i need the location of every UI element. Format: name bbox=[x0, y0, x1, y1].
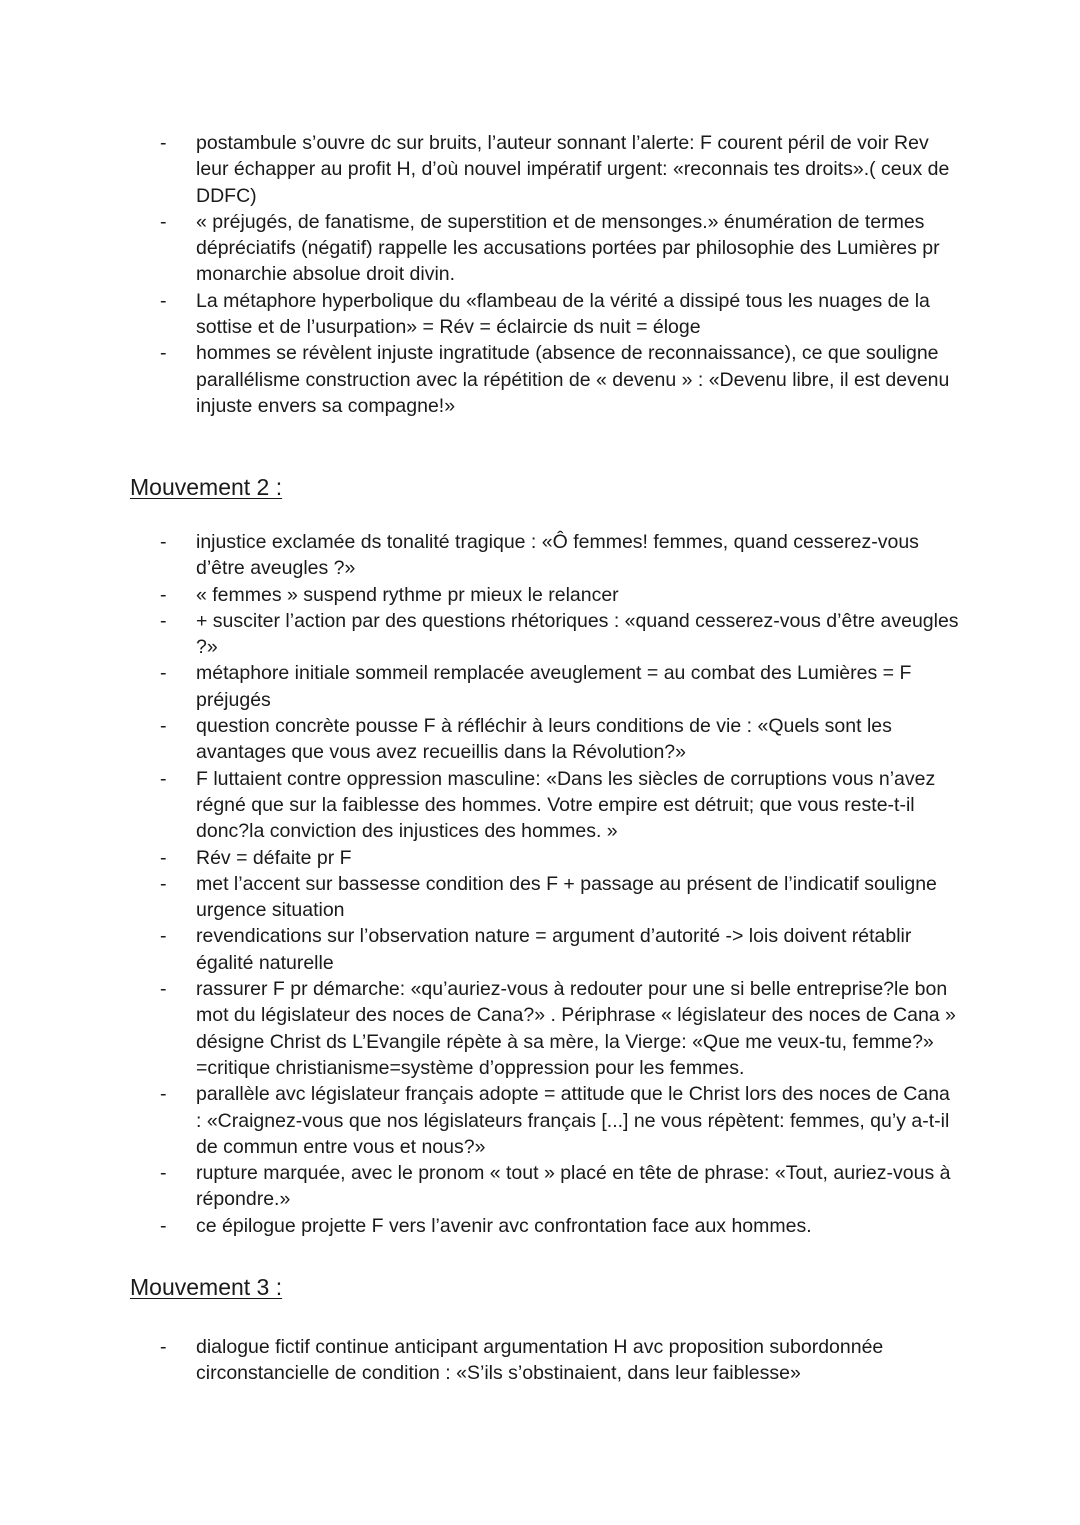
section1-list bbox=[160, 130, 960, 419]
list-item: - La métaphore hyperbolique du «flambeau de la vérité a dissipé tous les nuages de la sottise et de l’usurpation» = Rév = éclaircie ds nuit = éloge bbox=[160, 288, 960, 341]
list-item: - postambule s’ouvre dc sur bruits, l’auteur sonnant l’alerte: F courent péril de voir Rev leur échapper au profit H, d’où nouvel impératif urgent: «reconnais tes droits».( ceux de DDFC) bbox=[160, 130, 960, 209]
section-heading-mouvement-2: Mouvement 2 : bbox=[130, 474, 283, 500]
list-item: - met l’accent sur bassesse condition des F + passage au présent de l’indicatif souligne urgence situation bbox=[160, 871, 960, 924]
section2-list bbox=[160, 529, 960, 1239]
list-item: - Rév = défaite pr F bbox=[160, 845, 960, 871]
list-item: - rupture marquée, avec le pronom « tout » placé en tête de phrase: «Tout, auriez-vous à répondre.» bbox=[160, 1160, 960, 1213]
list-item: - F luttaient contre oppression masculine: «Dans les siècles de corruptions vous n’avez régné que sur la faiblesse des hommes. Votre empire est détruit; que vous reste-t-il donc?la conviction des injustices des hommes. » bbox=[160, 766, 960, 845]
list-item: - revendications sur l’observation nature = argument d’autorité -> lois doivent rétablir égalité naturelle bbox=[160, 923, 960, 976]
list-item: - hommes se révèlent injuste ingratitude (absence de reconnaissance), ce que souligne parallélisme construction avec la répétition de « devenu » : «Devenu libre, il est devenu injuste envers sa compagne!» bbox=[160, 340, 960, 419]
list-item: - question concrète pousse F à réfléchir à leurs conditions de vie : «Quels sont les avantages que vous avez recueillis dans la Révolution?» bbox=[160, 713, 960, 766]
list-item: - métaphore initiale sommeil remplacée aveuglement = au combat des Lumières = F préjugés bbox=[160, 660, 960, 713]
section3-list bbox=[160, 1334, 960, 1387]
list-item: - « femmes » suspend rythme pr mieux le relancer bbox=[160, 582, 960, 608]
section-heading-mouvement-3: Mouvement 3 : bbox=[130, 1274, 283, 1300]
list-item: - injustice exclamée ds tonalité tragique : «Ô femmes! femmes, quand cesserez-vous d’être aveugles ?» bbox=[160, 529, 960, 582]
list-item: - dialogue fictif continue anticipant argumentation H avc proposition subordonnée circonstancielle de condition : «S’ils s’obstinaient, dans leur faiblesse» bbox=[160, 1334, 960, 1387]
list-item: - + susciter l’action par des questions rhétoriques : «quand cesserez-vous d’être aveugles ?» bbox=[160, 608, 960, 661]
list-item: - « préjugés, de fanatisme, de superstition et de mensonges.» énumération de termes dépréciatifs (négatif) rappelle les accusations portées par philosophie des Lumières pr monarchie absolue droit divin. bbox=[160, 209, 960, 288]
list-item: - parallèle avc législateur français adopte = attitude que le Christ lors des noces de Cana : «Craignez-vous que nos législateurs français [...] ne vous répètent: femmes, qu’y a-t-il de commun entre vous et nous?» bbox=[160, 1081, 960, 1160]
list-item: - rassurer F pr démarche: «qu’auriez-vous à redouter pour une si belle entreprise?le bon mot du législateur des noces de Cana?» . Périphrase « législateur des noces de Cana » désigne Christ ds L’Evangile répète à sa mère, la Vierge: «Que me veux-tu, femme?» =critique christianisme=système d’oppression pour les femmes. bbox=[160, 976, 960, 1081]
list-item: - ce épilogue projette F vers l’avenir avc confrontation face aux hommes. bbox=[160, 1213, 960, 1239]
